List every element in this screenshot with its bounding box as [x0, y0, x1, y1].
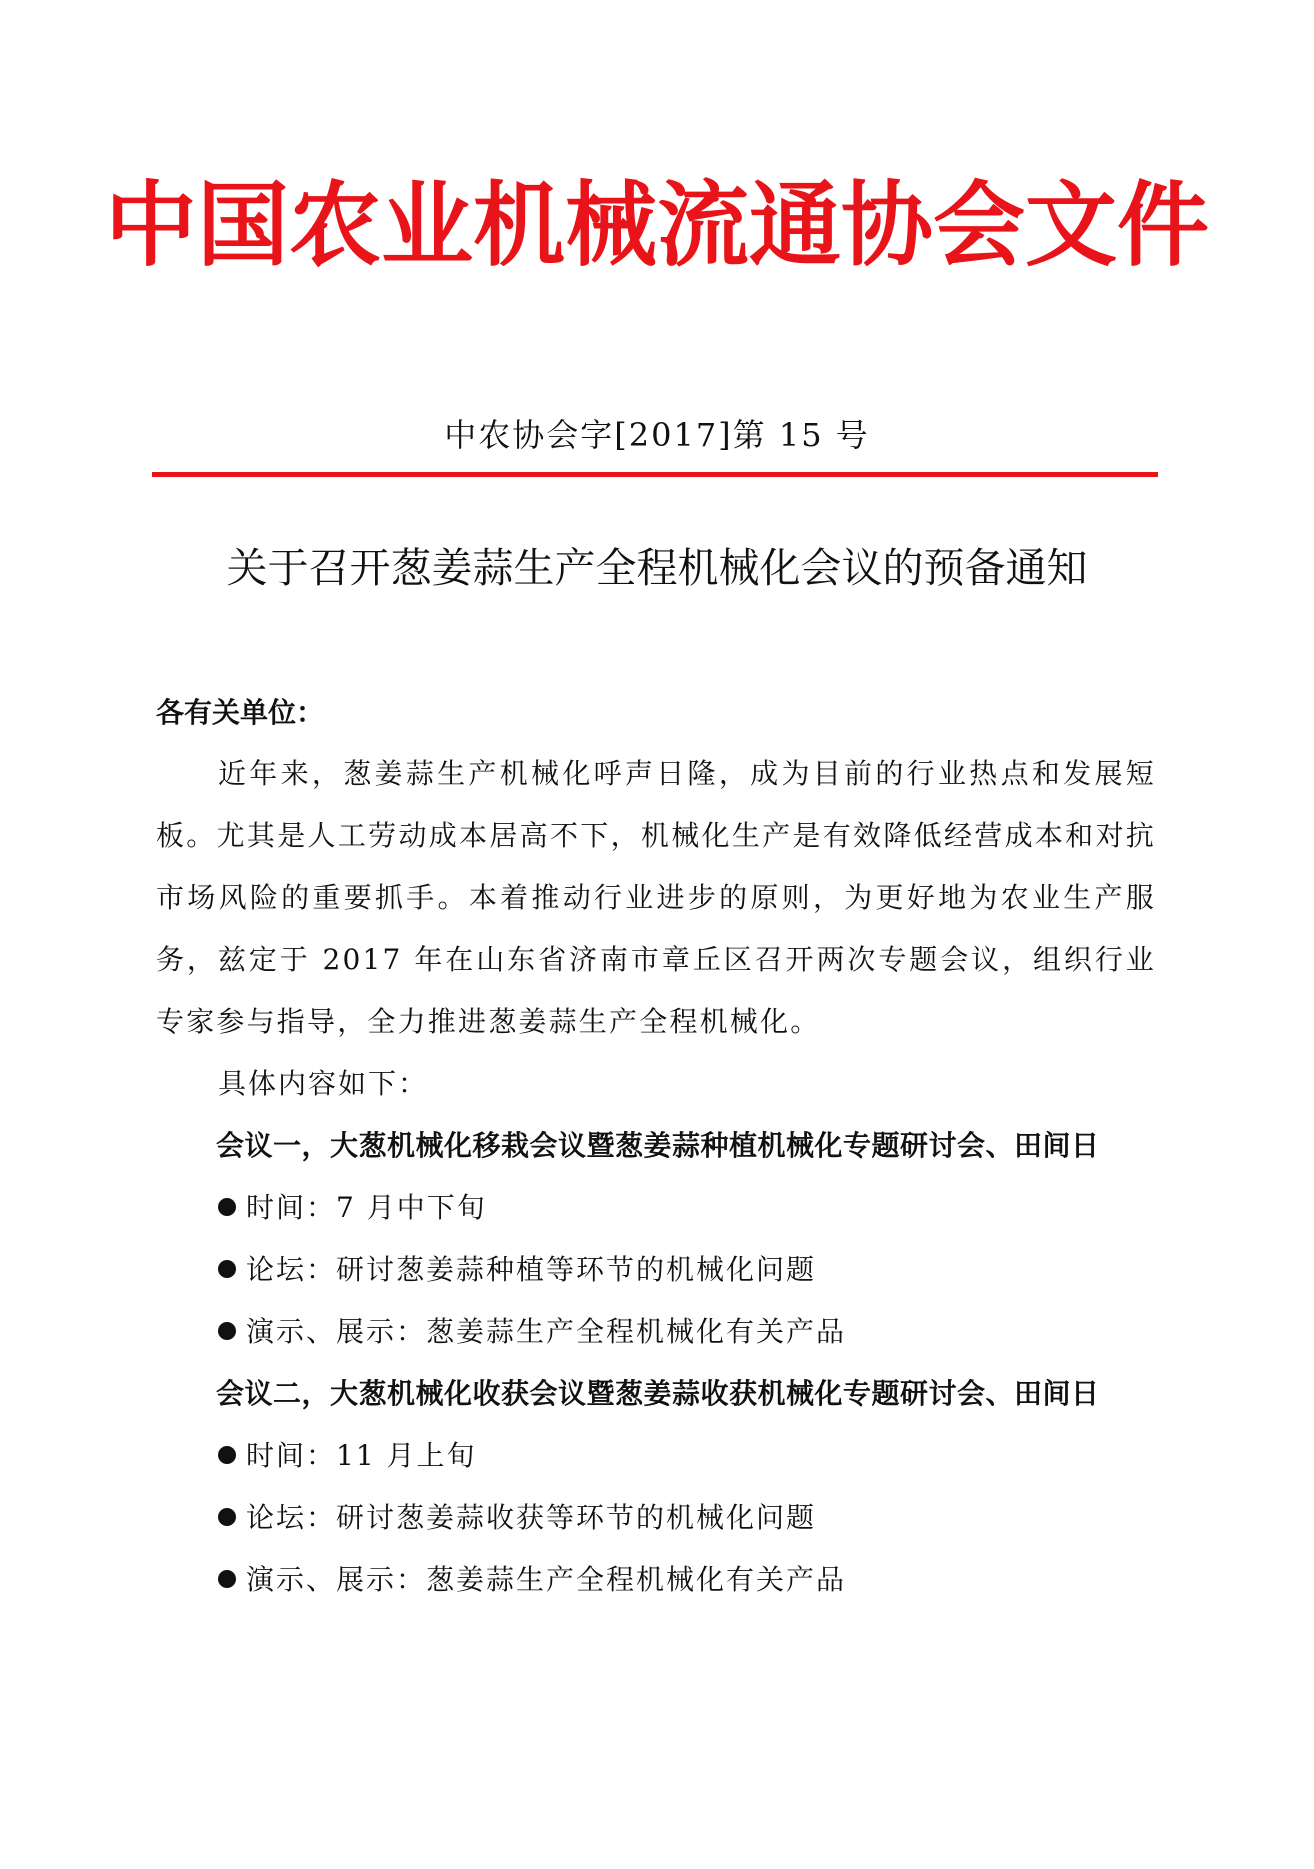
meeting-heading: 会议二，大葱机械化收获会议暨葱姜蒜收获机械化专题研讨会、田间日 — [216, 1377, 1100, 1410]
red-divider-line — [152, 472, 1158, 477]
meeting-time: 时间：7 月中下旬 — [246, 1191, 487, 1224]
bullet-icon — [218, 1322, 236, 1340]
meeting-forum: 论坛：研讨葱姜蒜收获等环节的机械化问题 — [246, 1501, 817, 1534]
list-item — [156, 1177, 1156, 1239]
meeting-forum: 论坛：研讨葱姜蒜种植等环节的机械化问题 — [246, 1253, 817, 1286]
document-number: 中农协会字[2017]第 15 号 — [444, 416, 870, 454]
list-item — [156, 1301, 1156, 1363]
list-item — [156, 1487, 1156, 1549]
bullet-icon — [218, 1508, 236, 1526]
salutation: 各有关单位： — [156, 696, 325, 729]
notice-title: 关于召开葱姜蒜生产全程机械化会议的预备通知 — [226, 544, 1088, 592]
list-item — [156, 1239, 1156, 1301]
meeting-one — [156, 1115, 1156, 1363]
masthead-title: 中国农业机械流通协会文件 — [104, 171, 1209, 279]
meeting-demo: 演示、展示：葱姜蒜生产全程机械化有关产品 — [246, 1315, 847, 1348]
list-item — [156, 1549, 1156, 1611]
bullet-icon — [218, 1446, 236, 1464]
meeting-demo: 演示、展示：葱姜蒜生产全程机械化有关产品 — [246, 1563, 847, 1596]
bullet-icon — [218, 1260, 236, 1278]
meeting-time: 时间：11 月上旬 — [246, 1439, 477, 1472]
bullet-icon — [218, 1198, 236, 1216]
meeting-two — [156, 1363, 1156, 1611]
meeting-heading: 会议一，大葱机械化移栽会议暨葱姜蒜种植机械化专题研讨会、田间日 — [216, 1129, 1100, 1162]
intro-line: 具体内容如下： — [218, 1067, 429, 1100]
body-paragraph: 近年来，葱姜蒜生产机械化呼声日隆，成为目前的行业热点和发展短板。尤其是人工劳动成本居高不下，机械化生产是有效降低经营成本和对抗市场风险的重要抓手。本着推动行业进步的原则，为更好地为农业生产服务，兹定于 2017 年在山东省济南市章丘区召开两次专题会议，组织行业专家参与指导，全力推进葱姜蒜生产全程机械化。 — [156, 757, 1156, 1038]
bullet-icon — [218, 1570, 236, 1588]
list-item — [156, 1425, 1156, 1487]
document-body — [156, 683, 1156, 1611]
